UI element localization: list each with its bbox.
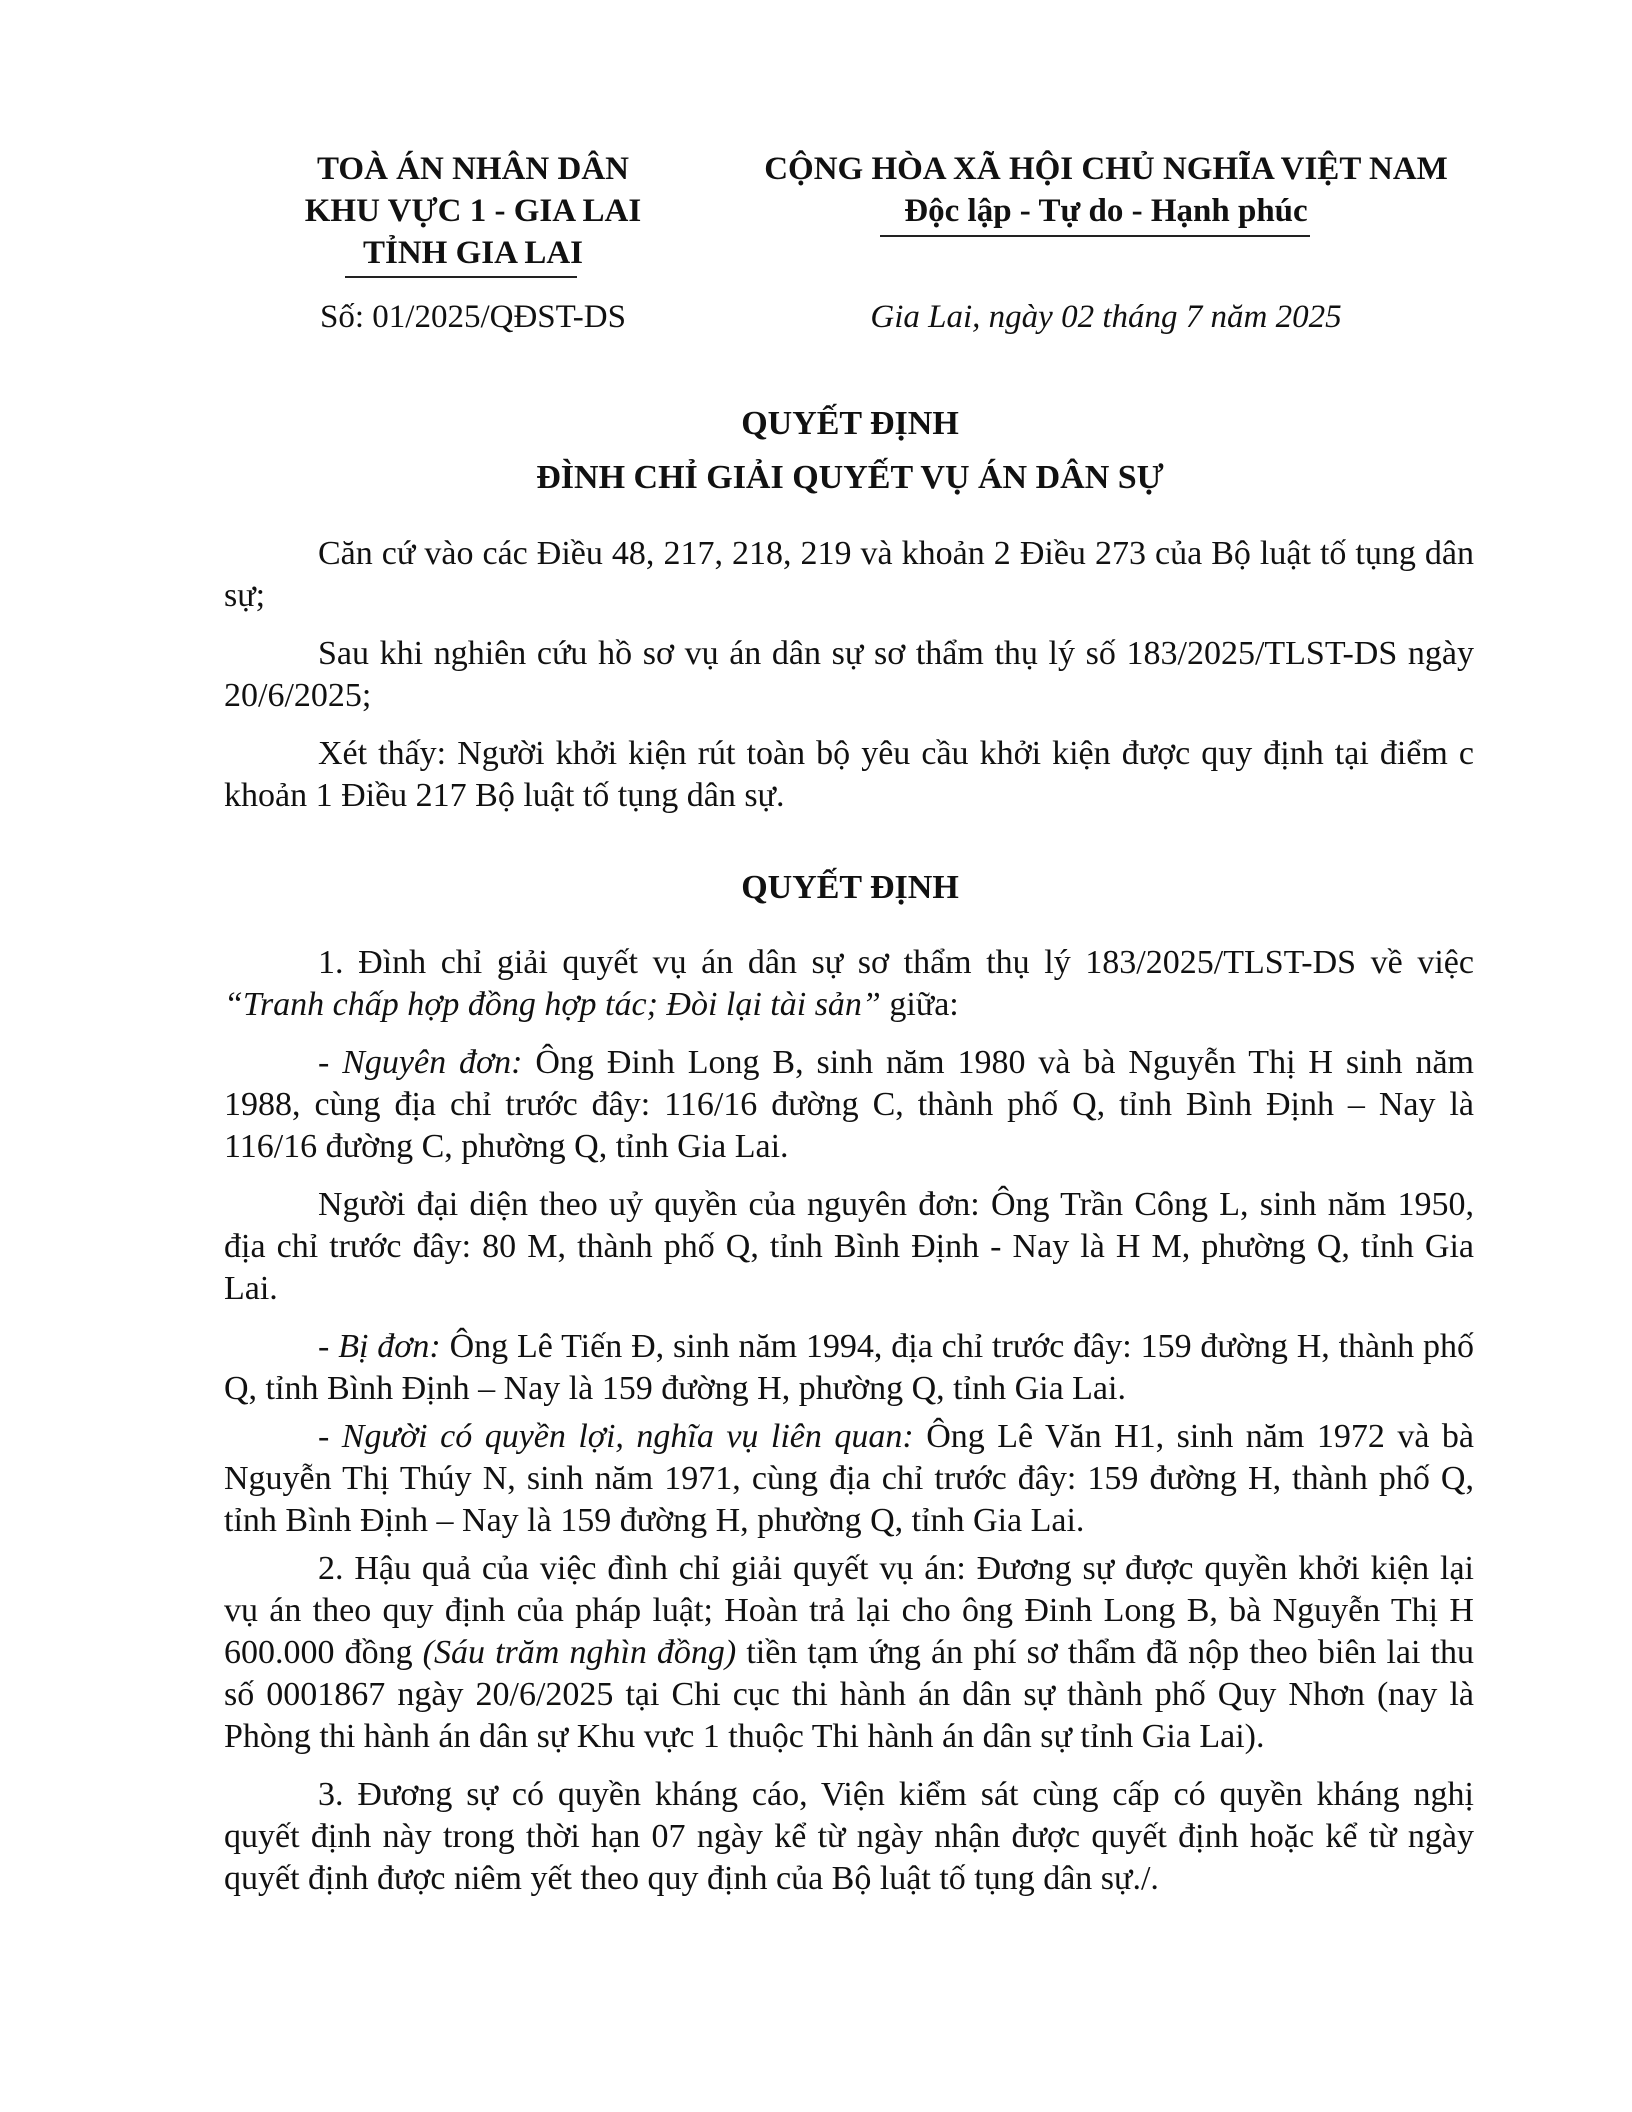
related-party-text: Ông Lê Văn H1, sinh năm 1972 và bà Nguyễn Thị Thúy N, sinh năm 1971, cùng địa chỉ trước đây: 159 đường H, thành phố Q, tỉnh Bình Định – Nay là 159 đường H, phường Q, tỉnh Gia Lai. [224, 1418, 1474, 1539]
preamble [224, 533, 1474, 817]
document-subtitle: ĐÌNH CHỈ GIẢI QUYẾT VỤ ÁN DÂN SỰ [536, 459, 1164, 496]
item1-tail: giữa: [880, 986, 959, 1023]
court-name-line2: KHU VỰC 1 - GIA LAI [304, 193, 642, 229]
place-and-date: Gia Lai, ngày 02 tháng 7 năm 2025 [870, 299, 1342, 335]
item2-tail: tiền tạm ứng án phí sơ thẩm đã nộp theo biên lai thu số 0001867 ngày 20/6/2025 tại Chi cục thi hành án dân sự thành phố Quy Nhơn (nay là Phòng thi hành án dân sự Khu vực 1 thuộc Thi hành án dân sự tỉnh Gia Lai). [224, 1634, 1474, 1755]
representative-paragraph: Người đại diện theo uỷ quyền của nguyên đơn: Ông Trần Công L, sinh năm 1950, địa chỉ trước đây: 80 M, thành phố Q, tỉnh Bình Định - Nay là H M, phường Q, tỉnh Gia Lai. [224, 1186, 1474, 1307]
case-review-paragraph: Sau khi nghiên cứu hồ sơ vụ án dân sự sơ thẩm thụ lý số 183/2025/TLST-DS ngày 20/6/2025; [224, 635, 1474, 714]
defendant-paragraph: - Bị đơn: Ông Lê Tiến Đ, sinh năm 1994, địa chỉ trước đây: 159 đường H, thành phố Q, tỉnh Bình Định – Nay là 159 đường H, phường Q, tỉnh Gia Lai. [224, 1328, 1474, 1407]
decision-item-2 [224, 1548, 1474, 1758]
court-name-line1: TOÀ ÁN NHÂN DÂN [317, 151, 629, 187]
document-number: Số: 01/2025/QĐST-DS [320, 299, 626, 335]
document-title: QUYẾT ĐỊNH [741, 405, 959, 442]
decision-item-1 [224, 942, 1474, 1026]
defendant-label: Bị đơn: [338, 1328, 441, 1365]
country-name: CỘNG HÒA XÃ HỘI CHỦ NGHĨA VIỆT NAM [764, 151, 1448, 187]
court-name-line3: TỈNH GIA LAI [362, 235, 584, 271]
court-header [240, 148, 706, 274]
item2-lead: 2. Hậu quả của việc đình chỉ giải quyết vụ án: Đương sự được quyền khởi kiện lại vụ án theo quy định của pháp luật; Hoàn trả lại cho ông Đinh Long B, bà Nguyễn Thị H 600.000 đồng [224, 1550, 1474, 1671]
related-party-label: - Người có quyền lợi, nghĩa vụ liên quan: [318, 1418, 914, 1455]
decision-item-3: 3. Đương sự có quyền kháng cáo, Viện kiểm sát cùng cấp có quyền kháng nghị quyết định này trong thời hạn 07 ngày kể từ ngày nhận được quyết định hoặc kể từ ngày quyết định được niêm yết theo quy định của Bộ luật tố tụng dân sự./. [224, 1776, 1474, 1897]
decision-body [224, 942, 1474, 1900]
plaintiff-label: Nguyên đơn: [342, 1044, 523, 1081]
motto-underline [880, 235, 1310, 237]
plaintiff-text: Ông Đinh Long B, sinh năm 1980 và bà Nguyễn Thị H sinh năm 1988, cùng địa chỉ trước đây: 116/16 đường C, thành phố Q, tỉnh Bình Định – Nay là 116/16 đường C, phường Q, tỉnh Gia Lai. [224, 1044, 1474, 1165]
legal-basis-paragraph: Căn cứ vào các Điều 48, 217, 218, 219 và khoản 2 Điều 273 của Bộ luật tố tụng dân sự; [224, 535, 1474, 614]
item1-lead: 1. Đình chỉ giải quyết vụ án dân sự sơ thẩm thụ lý 183/2025/TLST-DS về việc [318, 944, 1474, 981]
related-party-paragraph [224, 1416, 1474, 1542]
plaintiff-paragraph: - Nguyên đơn: Ông Đinh Long B, sinh năm 1980 và bà Nguyễn Thị H sinh năm 1988, cùng địa chỉ trước đây: 116/16 đường C, thành phố Q, tỉnh Bình Định – Nay là 116/16 đường C, phường Q, tỉnh Gia Lai. [224, 1044, 1474, 1165]
national-header [730, 148, 1482, 232]
defendant-text: Ông Lê Tiến Đ, sinh năm 1994, địa chỉ trước đây: 159 đường H, thành phố Q, tỉnh Bình Định – Nay là 159 đường H, phường Q, tỉnh Gia Lai. [224, 1328, 1474, 1407]
findings-paragraph: Xét thấy: Người khởi kiện rút toàn bộ yêu cầu khởi kiện được quy định tại điểm c khoản 1 Điều 217 Bộ luật tố tụng dân sự. [224, 735, 1474, 814]
court-underline [345, 276, 577, 278]
case-subject: “Tranh chấp hợp đồng hợp tác; Đòi lại tài sản” [224, 986, 881, 1023]
decision-heading: QUYẾT ĐỊNH [741, 869, 959, 906]
national-motto: Độc lập - Tự do - Hạnh phúc [904, 193, 1308, 229]
amount-in-words: (Sáu trăm nghìn đồng) [422, 1634, 737, 1671]
